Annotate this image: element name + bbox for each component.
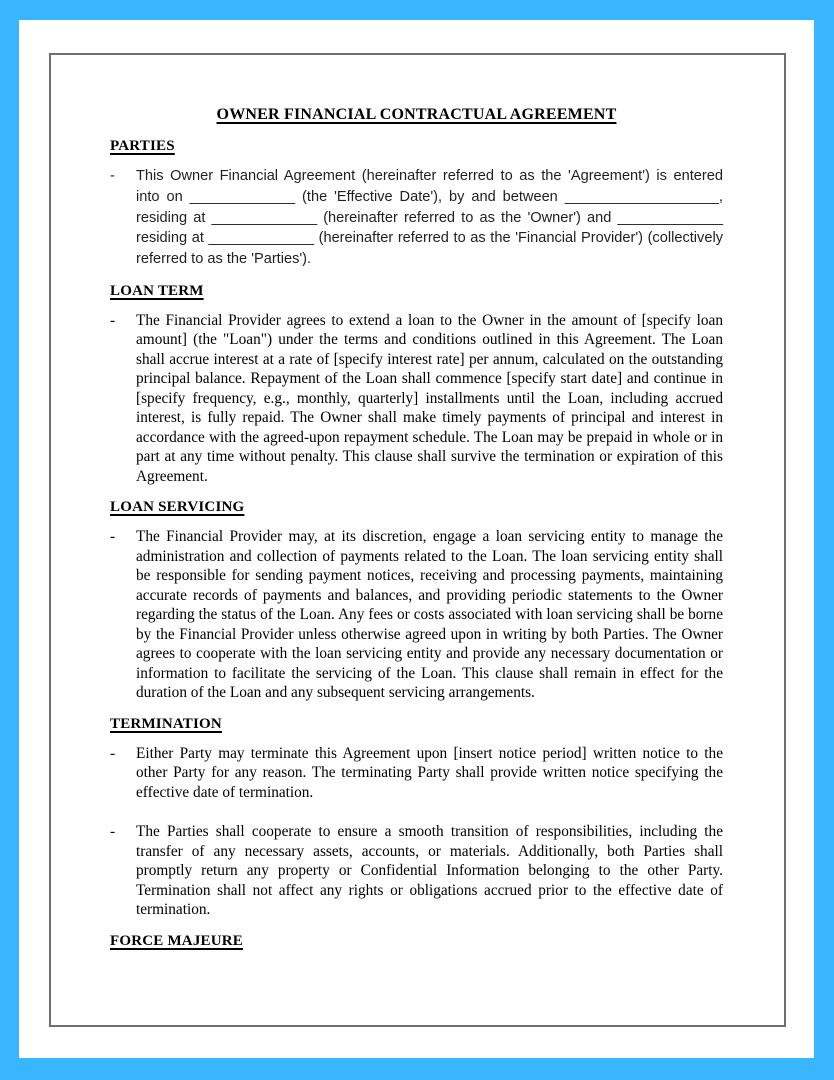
paragraph [110, 822, 723, 920]
section-loan-term [110, 282, 723, 487]
paragraph-text: Either Party may terminate this Agreement upon [insert notice period] written notice to the other Party for any reason. The terminating Party shall provide written notice specifying the effective date of termination. [136, 744, 723, 801]
dash-bullet: - [110, 823, 116, 841]
paragraph [110, 311, 723, 487]
section-loan-servicing [110, 498, 723, 703]
dash-bullet: - [110, 168, 115, 184]
section-heading: TERMINATION [110, 715, 222, 732]
section-heading: LOAN TERM [110, 282, 204, 299]
paragraph-text: The Financial Provider agrees to extend a loan to the Owner in the amount of [specify loan amount] (the "Loan") under the terms and conditions outlined in this Agreement. The Loan shall accrue interest at a rate of [specify interest rate] per annum, calculated on the outstanding principal balance. Repayment of the Loan shall commence [specify start date] and continue in [specify frequency, e.g., monthly, quarterly] installments until the Loan, including accrued interest, is fully repaid. The Owner shall make timely payments of principal and interest in accordance with the agreed-upon repayment schedule. The Loan may be prepaid in whole or in part at any time without penalty. This clause shall survive the termination or expiration of this Agreement. [136, 311, 723, 485]
section-heading: LOAN SERVICING [110, 499, 245, 516]
section-parties [110, 137, 723, 270]
paragraph-text: This Owner Financial Agreement (hereinafter referred to as the 'Agreement') is entered into on _____________ (the 'Effective Date'), by and between ___________________, residing at _____________ (hereinafter referred to as the 'Owner') and _____________ residing at _____________ (hereinafter referred to as the 'Financial Provider') (collectively referred to as the 'Parties'). [136, 168, 723, 268]
section-heading: FORCE MAJEURE [110, 932, 244, 949]
document-title: OWNER FINANCIAL CONTRACTUAL AGREEMENT [216, 106, 617, 123]
paragraph [110, 744, 723, 803]
section-heading: PARTIES [110, 138, 175, 154]
section-termination [110, 715, 723, 920]
dash-bullet: - [110, 744, 116, 762]
dash-bullet: - [110, 311, 116, 329]
document-page [49, 53, 786, 1027]
section-force-majeure [110, 932, 723, 951]
paragraph-text: The Financial Provider may, at its discretion, engage a loan servicing entity to manage the administration and collection of payments related to the Loan. The loan servicing entity shall be responsible for sending payment notices, receiving and processing payments, maintaining accurate records of payments and balances, and providing periodic statements to the Owner regarding the status of the Loan. Any fees or costs associated with loan servicing shall be borne by the Financial Provider unless otherwise agreed upon in writing by both Parties. The Owner agrees to cooperate with the loan servicing entity and provide any necessary documentation or information to facilitate the servicing of the Loan. This clause shall remain in effect for the duration of the Loan and any subsequent servicing arrangements. [136, 528, 723, 702]
page-margin-area [19, 20, 814, 1058]
dash-bullet: - [110, 528, 116, 546]
paragraph-text: The Parties shall cooperate to ensure a smooth transition of responsibilities, including the transfer of any necessary assets, accounts, or materials. Additionally, both Parties shall promptly return any property or Confidential Information belonging to the other Party. Termination shall not affect any rights or obligations accrued prior to the effective date of termination. [136, 823, 723, 919]
document-body [110, 137, 723, 951]
paragraph [110, 166, 723, 270]
paragraph [110, 527, 723, 703]
